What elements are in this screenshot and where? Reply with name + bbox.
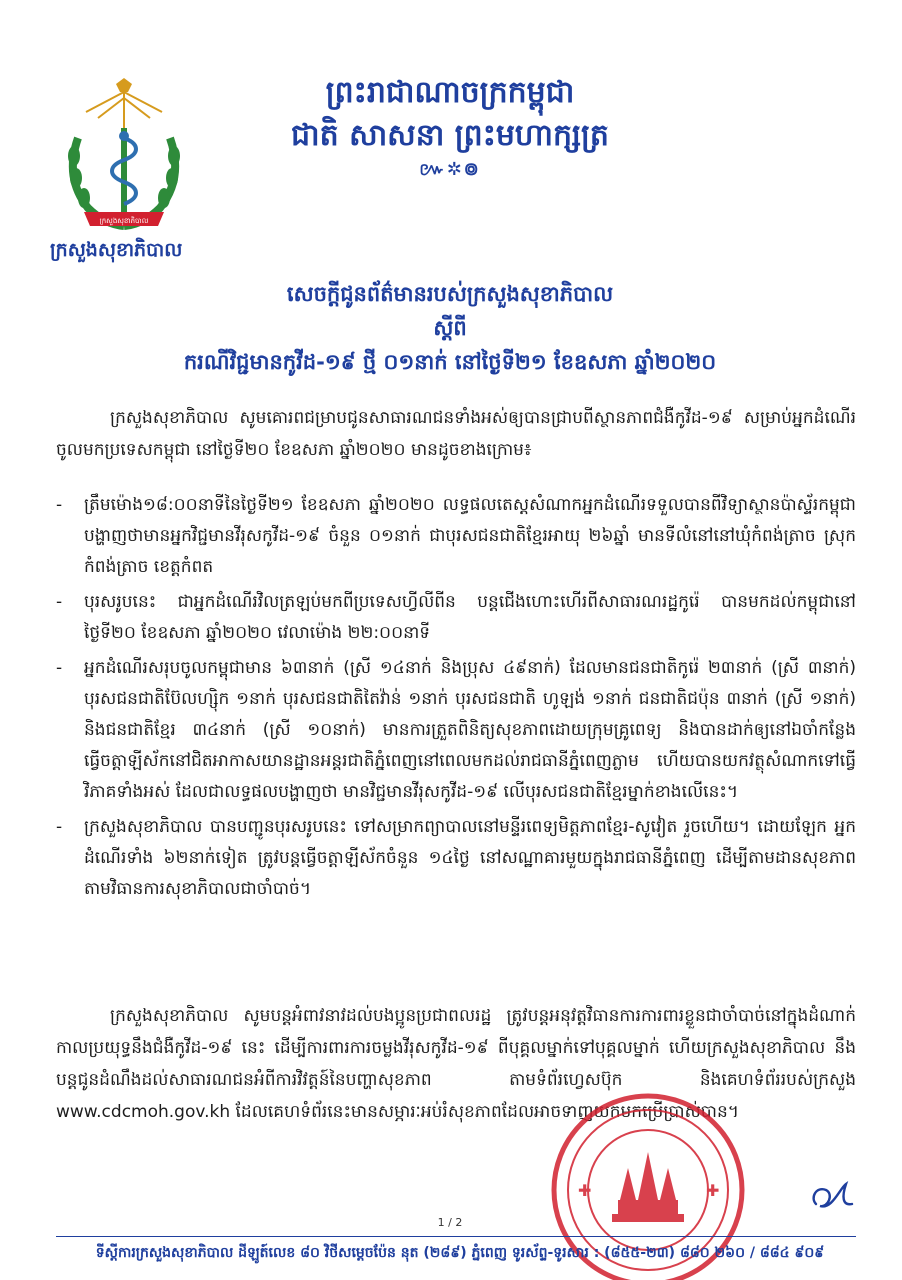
kingdom-motto <box>290 72 610 182</box>
closing-text: ក្រសួងសុខាភិបាល សូមបន្តអំពាវនាវដល់បងប្អូនប្រជាពលរដ្ឋ ត្រូវបន្តអនុវត្តវិធានការការពារខ្លួនជាចាំបាច់នៅក្នុងដំណាក់កាលប្រយុទ្ធនឹងជំងឺកូវីដ-១៩ នេះ ដើម្បីការពារការចម្លងវីរុសកូវីដ-១៩ ពីបុគ្គលម្នាក់ទៅបុគ្គលម្នាក់ ហើយក្រសួងសុខាភិបាល នឹងបន្តជូនដំណឹងដល់សាធារណជនអំពីការវិវត្តន៍នៃបញ្ហាសុខភាព តាមទំព័រហ្វេសប៊ុក និងគេហទំព័ររបស់ក្រសួង www.cdcmoh.gov.kh ដែលគេហទំព័រនេះមានសម្ភារៈអប់រំសុខភាពដែលអាចទាញយកមកប្រើប្រាស់បាន។ <box>56 1006 856 1122</box>
intro-text: ក្រសួងសុខាភិបាល សូមគោរពជម្រាបជូនសាធារណជនទាំងអស់ឲ្យបានជ្រាបពីស្ថានភាពជំងឺកូវីដ-១៩ សម្រាប់អ្នកដំណើរចូលមកប្រទេសកម្ពុជា នៅថ្ងៃទី២០ ខែឧសភា ឆ្នាំ២០២០ មានដូចខាងក្រោម៖ <box>56 408 856 460</box>
list-item: - បុរសរូបនេះ ជាអ្នកដំណើរវិលត្រឡប់មកពីប្រទេសហ្វីលីពីន បន្តជើងហោះហើរពីសាធារណរដ្ឋកូរ៉េ បានមកដល់កម្ពុជានៅថ្ងៃទី២០ ខែឧសភា ឆ្នាំ២០២០ វេលាម៉ោង ២២:០០នាទី <box>56 592 856 643</box>
list-item: - អ្នកដំណើរសរុបចូលកម្ពុជាមាន ៦៣នាក់ (ស្រី ១៤នាក់ និងប្រុស ៤៩នាក់) ដែលមានជនជាតិកូរ៉េ ២៣នាក់ (ស្រី ៣នាក់) បុរសជនជាតិប៊ែលហ្ស៊ិក ១នាក់ បុរសជនជាតិតៃវ៉ាន់ ១នាក់ បុរសជនជាតិ ហូឡង់ ១នាក់ ជនជាតិជប៉ុន ៣នាក់ (ស្រី ១នាក់) និងជនជាតិខ្មែរ ៣៤នាក់ (ស្រី ១០នាក់) មានការត្រួតពិនិត្យសុខភាពដោយក្រុមគ្រូពេទ្យ និងបានដាក់ឲ្យនៅឯចាំកន្លែងធ្វើចត្តាឡីស័កនៅជិតអាកាសយានដ្ឋានអន្តរជាតិភ្នំពេញនៅពេលមកដល់រាជធានីភ្នំពេញភ្លាម ហើយបានយកវត្ថុសំណាកទៅធ្វើវិភាគទាំងអស់ ដែលជាលទ្ធផលបង្ហាញថា មានវិជ្ជមានវីរុសកូវីដ-១៩ លើបុរសជនជាតិខ្មែរម្នាក់ខាងលើនេះ។ <box>56 658 856 802</box>
ministry-name: ក្រសួងសុខាភិបាល <box>50 239 183 261</box>
page-number: 1 / 2 <box>437 1216 463 1229</box>
document-title <box>140 276 760 380</box>
signature-mark-icon <box>806 1180 856 1216</box>
kingdom-title: ព្រះរាជាណាចក្រកម្ពុជា <box>325 75 575 110</box>
intro-paragraph <box>56 402 856 466</box>
title-line-3: ករណីវិជ្ជមានកូវីដ-១៩ ថ្មី ០១នាក់ នៅថ្ងៃទី២១ ខែឧសភា ឆ្នាំ២០២០ <box>183 350 717 374</box>
ministry-emblem-icon <box>58 78 190 238</box>
list-item: - ត្រឹមម៉ោង១៨:០០នាទីនៃថ្ងៃទី២១ ខែឧសភា ឆ្នាំ២០២០ លទ្ធផលតេស្តសំណាកអ្នកដំណើរទទួលបានពីវិទ្យាស្ថានប៉ាស្ទ័រកម្ពុជា បង្ហាញថាមានអ្នកវិជ្ជមានវីរុសកូវីដ-១៩ ចំនួន ០១នាក់ ជាបុរសជនជាតិខ្មែរអាយុ ២៦ឆ្នាំ មានទីលំនៅនៅឃុំកំពង់ត្រាច ស្រុកកំពង់ត្រាច ខេត្តកំពត <box>56 495 856 577</box>
nation-religion-king: ជាតិ សាសនា ព្រះមហាក្សត្រ <box>291 118 609 153</box>
ornament: ៚✲៙ <box>419 159 481 180</box>
bullet-list <box>56 490 856 909</box>
list-item: - ក្រសួងសុខាភិបាល បានបញ្ជូនបុរសរូបនេះ ទៅសម្រាកព្យាបាលនៅមន្ទីរពេទ្យមិត្តភាពខ្មែរ-សូវៀត រួចហើយ។ ដោយឡែក អ្នកដំណើរទាំង ៦២នាក់ទៀត ត្រូវបន្តធ្វើចត្តាឡីស័កចំនួន ១៤ថ្ងៃ នៅសណ្ឋាគារមួយក្នុងរាជធានីភ្នំពេញ ដើម្បីតាមដានសុខភាពតាមវិធានការសុខាភិបាលជាចាំបាច់។ <box>56 817 856 899</box>
footer-divider <box>56 1236 856 1237</box>
svg-text:✚: ✚ <box>578 1181 592 1200</box>
footer-address: ទីស្តីការក្រសួងសុខាភិបាល ដីឡូត៍លេខ ៨០ វិថីសម្តេចប៉ែន នុត (២៨៩) ភ្នំពេញ ទូរស័ព្ទ-ទូរសារ : (៨៥៥-២៣) ៨៨០ ២៦០ / ៨៨៤ ៩០៩ <box>95 1245 825 1261</box>
title-line-2: ស្តីពី <box>433 316 467 340</box>
title-line-1: សេចក្តីជូនព័ត៌មានរបស់ក្រសួងសុខាភិបាល <box>286 282 614 306</box>
svg-text:ក្រសួងសុខាភិបាល: ក្រសួងសុខាភិបាល <box>99 217 149 225</box>
svg-text:✚: ✚ <box>706 1181 720 1200</box>
